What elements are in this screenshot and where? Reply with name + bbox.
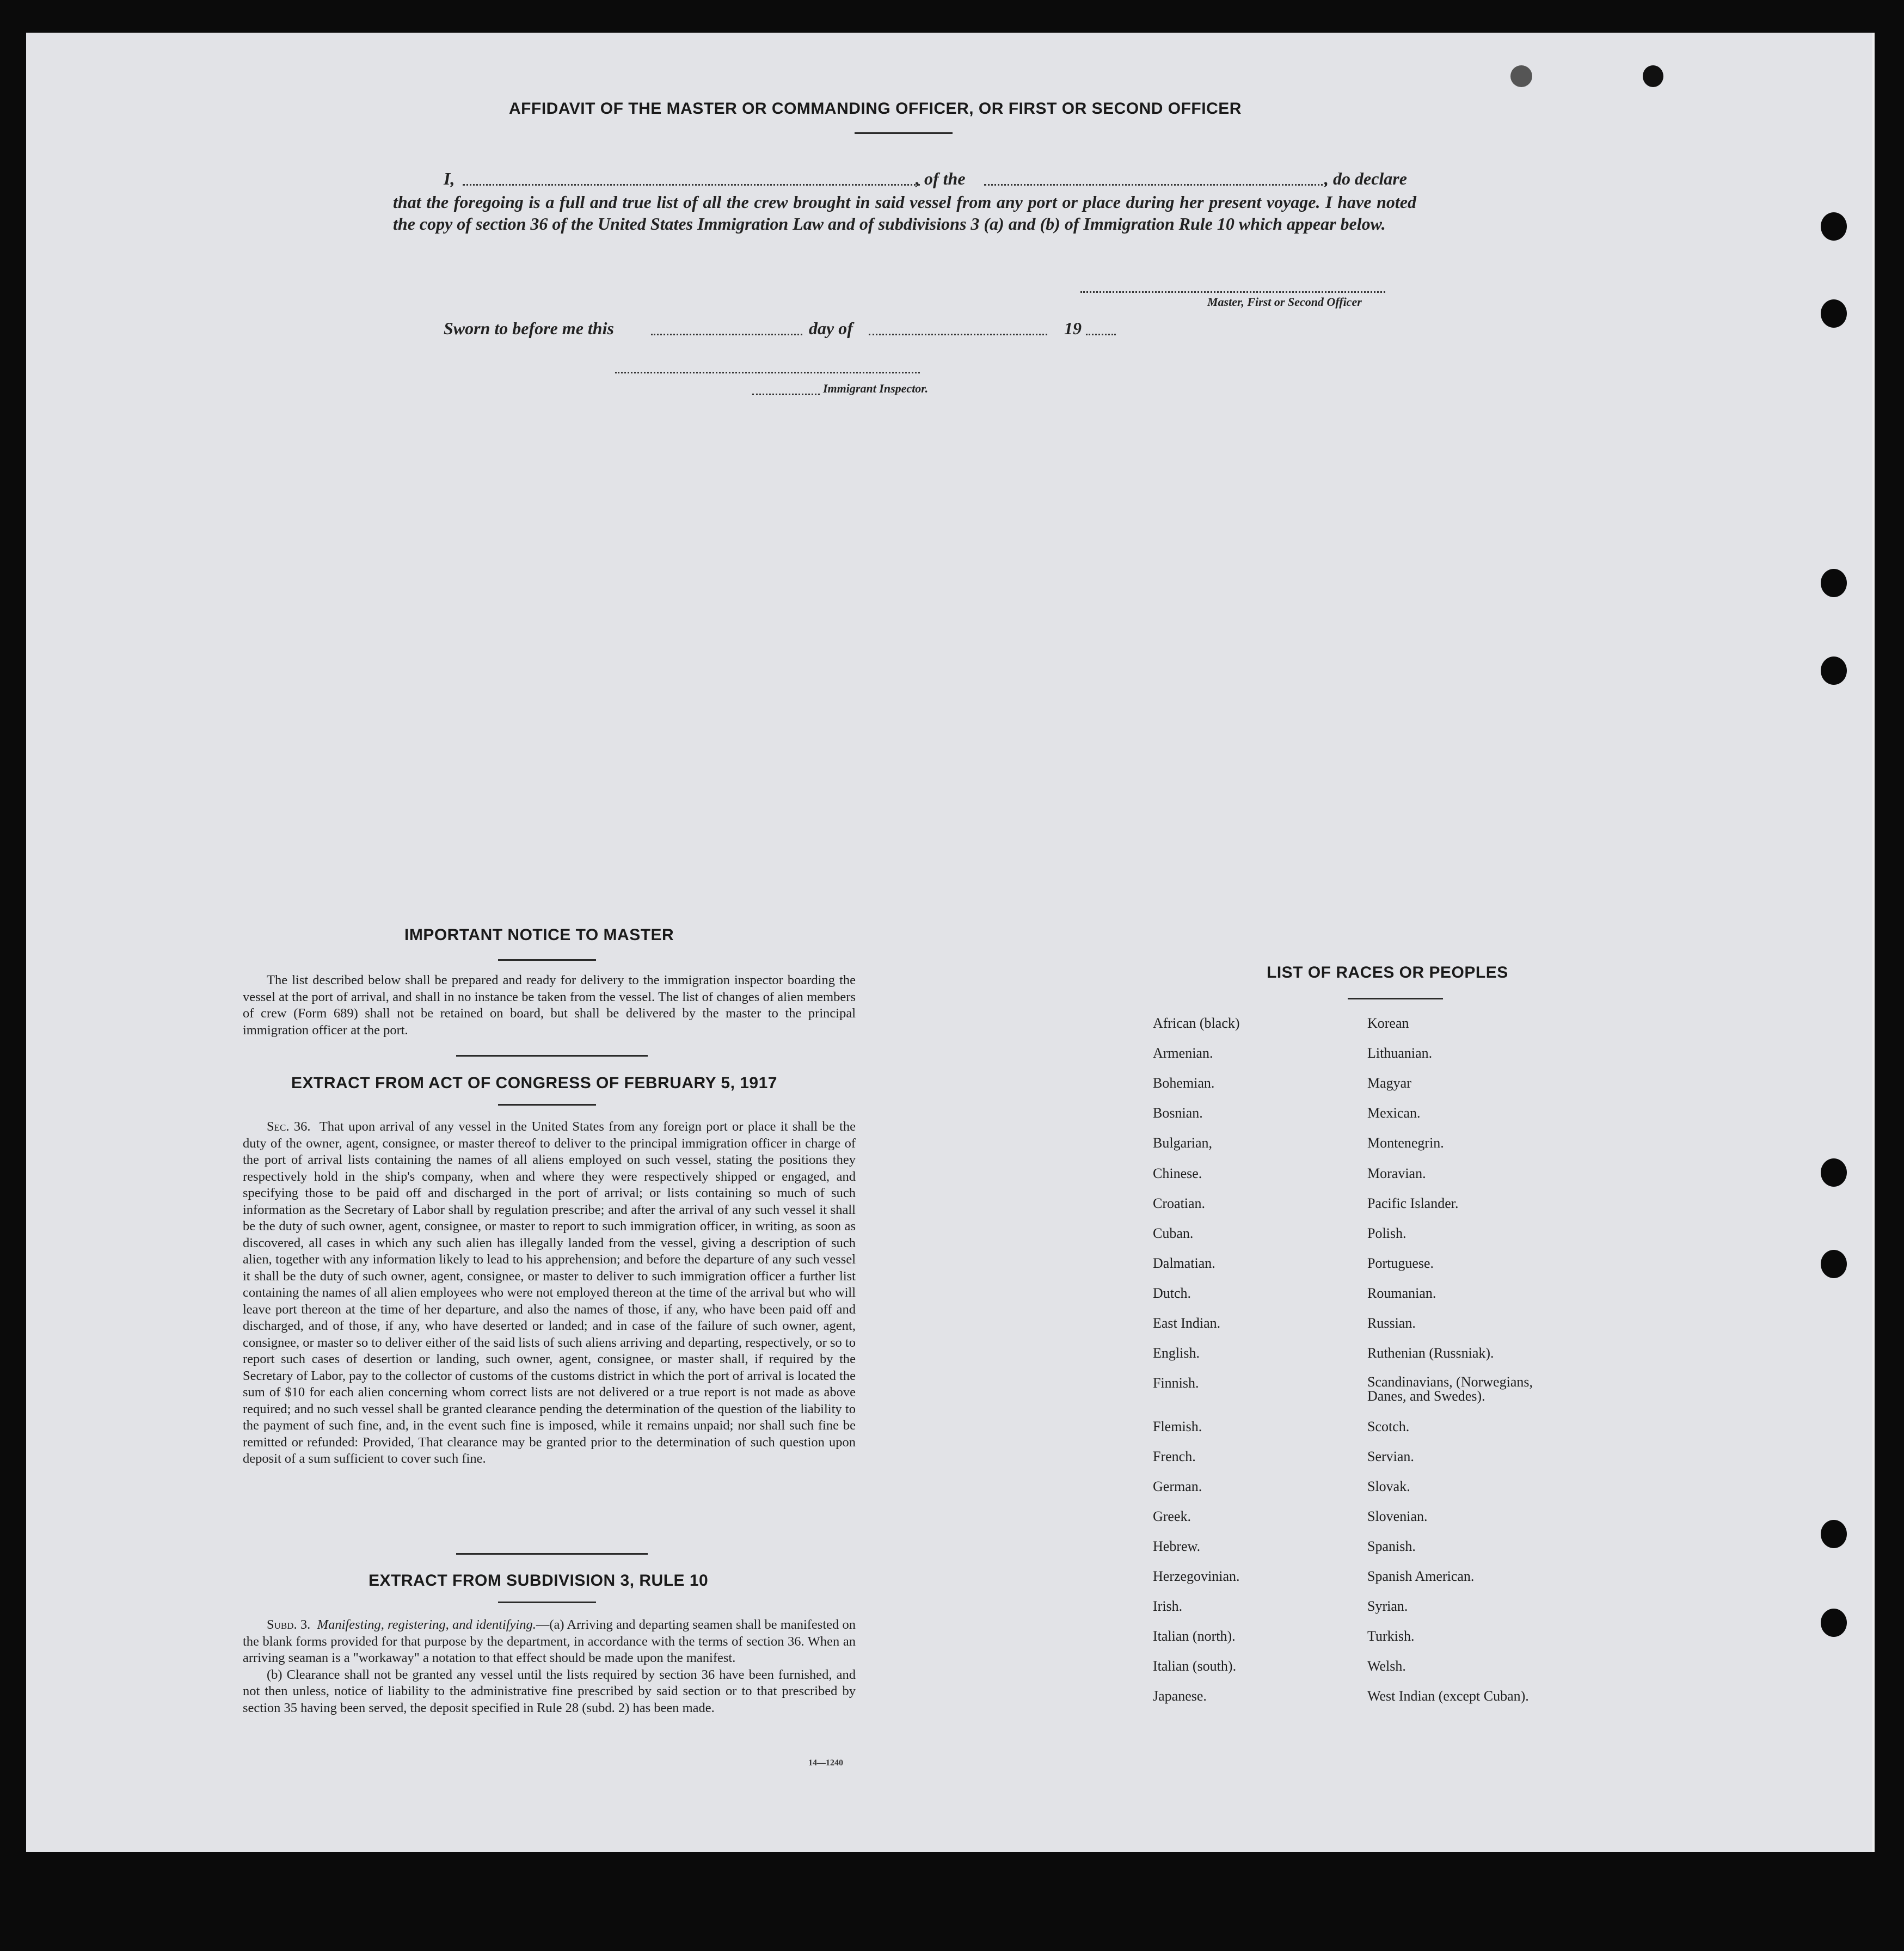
divider: [456, 1055, 648, 1057]
race-item: Spanish.: [1367, 1538, 1416, 1554]
subd-para-b: (b) Clearance shall not be granted any vessel until the lists required by section 36 have been furnished, and not then unless, notice of liability to the administrative fine prescribed by said section or to that prescribed by section 35 having been served, the deposit specified in Rule 28 (subd. 2) has been made.: [243, 1667, 856, 1715]
race-item: Syrian.: [1367, 1598, 1408, 1614]
race-item: Dalmatian.: [1153, 1255, 1215, 1271]
race-item: Turkish.: [1367, 1628, 1415, 1644]
inspector-signature-blank[interactable]: [615, 372, 920, 373]
race-item: Russian.: [1367, 1315, 1416, 1331]
divider: [456, 1553, 648, 1555]
race-item: Servian.: [1367, 1449, 1414, 1464]
race-item: Mexican.: [1367, 1105, 1421, 1121]
race-item: Italian (north).: [1153, 1628, 1236, 1644]
race-item: Moravian.: [1367, 1165, 1426, 1181]
race-item: Herzegovinian.: [1153, 1568, 1240, 1584]
day-of-label: day of: [809, 318, 853, 338]
race-item: Armenian.: [1153, 1045, 1213, 1061]
sworn-label: Sworn to before me this: [444, 318, 614, 338]
document-sheet: [26, 33, 1872, 1852]
race-item: Cuban.: [1153, 1225, 1194, 1241]
race-item: Polish.: [1367, 1225, 1406, 1241]
race-item: Japanese.: [1153, 1688, 1207, 1704]
race-item: East Indian.: [1153, 1315, 1221, 1331]
race-item: Irish.: [1153, 1598, 1183, 1614]
race-item: Montenegrin.: [1367, 1135, 1444, 1151]
race-item: Greek.: [1153, 1508, 1191, 1524]
race-item: Finnish.: [1153, 1375, 1199, 1391]
race-item: Dutch.: [1153, 1285, 1191, 1301]
race-item: Portuguese.: [1367, 1255, 1434, 1271]
master-signature-label: Master, First or Second Officer: [1207, 295, 1362, 309]
binder-hole: [1821, 657, 1847, 685]
vessel-blank[interactable]: [984, 184, 1327, 186]
race-item: German.: [1153, 1478, 1202, 1494]
act-extract-title: EXTRACT FROM ACT OF CONGRESS OF FEBRUARY 5, 1917: [291, 1074, 777, 1092]
affidavit-of-the-label: , of the: [916, 169, 966, 188]
divider: [1348, 998, 1443, 999]
divider: [855, 132, 953, 134]
sworn-month-blank[interactable]: [869, 334, 1047, 335]
section-36-text: That upon arrival of any vessel in the United States from any foreign port or place it shall be the duty of the owner, agent, consignee, or master thereof to deliver to the principal immigration officer in charge of the port of arrival lists containing the names of all aliens employed on such vessel, stating the positions they respectively hold in the ship's company, when and where they were respectively shipped or engaged, and specifying those to be paid off and discharged in the port of arrival; or lists containing so much of such information as the Secretary of Labor shall by regulation prescribe; and after the arrival of any such vessel it shall be the duty of such owner, agent, consignee, or master to report to such immigration officer, in writing, as soon as discovered, all cases in which any such alien has illegally landed from the vessel, giving a description of such alien, together with any information likely to lead to his apprehension; and before the departure of any such vessel it shall be the duty of such owner, agent, consignee, or master to deliver to such immigration officer a further list containing the names of all alien employees who were not employed thereon at the time of the arrival but who will leave port thereon at the time of her departure, and also the names of those, if any, who have been paid off and discharged, and of those, if any, who have deserted or landed; and in case of the failure of such owner, agent, consignee, or master so to deliver either of the said lists of such aliens arriving and departing, respectively, or so to report such cases of desertion or landing, such owner, agent, consignee, or master shall, if required by the Secretary of Labor, pay to the collector of customs of the customs district in which the port of arrival is located the sum of $10 for each alien concerning whom correct lists are not delivered or a true report is not made as above required; and no such vessel shall be granted clearance pending the determination of the question of the liability to the payment of such fine, and, in the event such fine is imposed, while it remains unpaid; nor shall such fine be remitted or refunded: Provided, That clearance may be granted prior to the determination of such question upon deposit of a sum sufficient to cover such fine.: [243, 1119, 856, 1466]
rule-extract-body: [243, 1617, 856, 1716]
sheet-edge: [1872, 33, 1875, 1852]
divider: [498, 1602, 596, 1603]
divider: [498, 959, 596, 961]
subd-para-a: —(a) Arriving and departing seamen shall be manifested on the blank forms provided for that purpose by the department, in accordance with the terms of section 36. When an arriving seaman is a "workaway" a notation to that effect should be made upon the manifest.: [243, 1617, 856, 1665]
affidavit-do-declare-label: , do declare: [1324, 169, 1407, 188]
inspector-lead-blank: [752, 394, 820, 395]
binder-hole: [1821, 1520, 1847, 1548]
race-item: Pacific Islander.: [1367, 1195, 1459, 1211]
race-item: Bulgarian,: [1153, 1135, 1213, 1151]
race-item: Flemish.: [1153, 1419, 1202, 1434]
race-item: Spanish American.: [1367, 1568, 1475, 1584]
race-item: Korean: [1367, 1015, 1409, 1031]
subd-heading: Manifesting, registering, and identifying.: [317, 1617, 536, 1632]
divider: [498, 1104, 596, 1106]
year-prefix-label: 19: [1064, 318, 1082, 338]
inspector-label: Immigrant Inspector.: [823, 382, 929, 395]
binder-hole: [1821, 1250, 1847, 1278]
race-item: West Indian (except Cuban).: [1367, 1688, 1529, 1704]
race-item: Bohemian.: [1153, 1075, 1215, 1091]
race-item: French.: [1153, 1449, 1196, 1464]
race-item: African (black): [1153, 1015, 1240, 1031]
notice-title: IMPORTANT NOTICE TO MASTER: [404, 926, 674, 944]
binder-hole: [1821, 299, 1847, 328]
binder-hole: [1821, 569, 1847, 597]
binder-hole: [1821, 212, 1847, 241]
affidavit-title: AFFIDAVIT OF THE MASTER OR COMMANDING OFFICER, OR FIRST OR SECOND OFFICER: [509, 100, 1242, 118]
sworn-year-blank[interactable]: [1086, 334, 1116, 335]
section-label: Sec. 36.: [267, 1119, 311, 1134]
race-item: Welsh.: [1367, 1658, 1406, 1674]
race-item: Bosnian.: [1153, 1105, 1203, 1121]
sworn-day-blank[interactable]: [651, 334, 802, 335]
act-extract-body: [243, 1119, 856, 1468]
rule-extract-title: EXTRACT FROM SUBDIVISION 3, RULE 10: [368, 1572, 709, 1590]
race-item: Hebrew.: [1153, 1538, 1201, 1554]
binder-hole: [1821, 1609, 1847, 1637]
race-item: Chinese.: [1153, 1165, 1202, 1181]
notice-text: The list described below shall be prepared and ready for delivery to the immigration inspector boarding the vessel at the port of arrival, and shall in no instance be taken from the vessel. The list of changes of alien members of crew (Form 689) shall not be retained on board, but shall be delivered by the master to the principal immigration officer at the port.: [243, 973, 856, 1038]
affidavit-body: that the foregoing is a full and true list of all the crew brought in said vessel from any port or place during her present voyage. I have noted the copy of section 36 of the United States Immigration Law and of subdivisions 3 (a) and (b) of Immigration Rule 10 which appear below.: [393, 192, 1416, 234]
race-item: Magyar: [1367, 1075, 1411, 1091]
races-title: LIST OF RACES OR PEOPLES: [1267, 964, 1508, 981]
race-item: Scotch.: [1367, 1419, 1410, 1434]
subd-label: Subd. 3.: [267, 1617, 311, 1632]
race-item: Italian (south).: [1153, 1658, 1237, 1674]
master-signature-blank[interactable]: [1080, 291, 1385, 293]
notice-body: [243, 972, 856, 1039]
name-blank[interactable]: [463, 184, 920, 186]
race-item: Slovenian.: [1367, 1508, 1428, 1524]
affidavit-i-label: I,: [444, 169, 455, 188]
ink-spot: [1510, 65, 1532, 87]
ink-spot: [1643, 65, 1663, 87]
binder-hole: [1821, 1158, 1847, 1187]
race-item: Croatian.: [1153, 1195, 1206, 1211]
race-item: Slovak.: [1367, 1478, 1410, 1494]
race-item: Roumanian.: [1367, 1285, 1436, 1301]
race-item: English.: [1153, 1345, 1200, 1361]
form-number: 14—1240: [808, 1758, 843, 1768]
race-item: Ruthenian (Russniak).: [1367, 1345, 1494, 1361]
race-item: Lithuanian.: [1367, 1045, 1433, 1061]
race-item: Scandinavians, (Norwegians, Danes, and Swedes).: [1367, 1374, 1533, 1404]
